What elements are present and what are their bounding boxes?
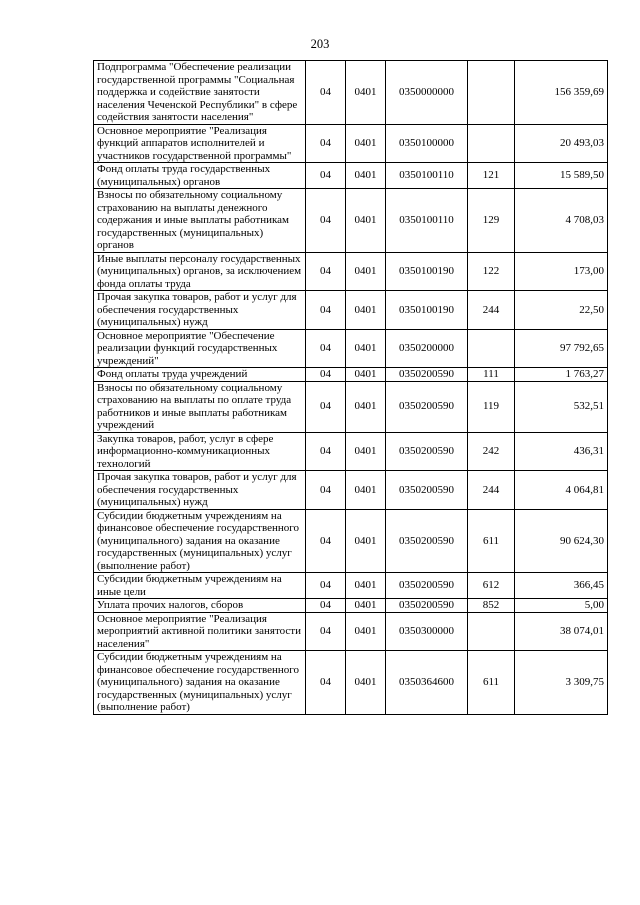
row-amount: 1 763,27 [515, 368, 608, 382]
row-section-code: 0401 [346, 509, 386, 573]
row-expense-type [468, 61, 515, 125]
row-section-code: 0401 [346, 189, 386, 253]
table-row [94, 329, 608, 368]
table-row [94, 471, 608, 510]
row-amount: 366,45 [515, 573, 608, 599]
row-name: Иные выплаты персоналу государственных (муниципальных) органов, за исключением фонда оплаты труда [94, 252, 306, 291]
row-expense-type: 611 [468, 651, 515, 715]
table-row [94, 291, 608, 330]
row-target-article: 0350000000 [386, 61, 468, 125]
row-name: Основное мероприятие "Обеспечение реализации функций государственных учреждений" [94, 329, 306, 368]
table-row [94, 651, 608, 715]
table-row [94, 612, 608, 651]
table-row [94, 432, 608, 471]
row-amount: 5,00 [515, 599, 608, 613]
row-name: Прочая закупка товаров, работ и услуг для обеспечения государственных (муниципальных) нужд [94, 471, 306, 510]
row-expense-type: 121 [468, 163, 515, 189]
row-section-code: 0401 [346, 612, 386, 651]
budget-table-body [94, 61, 608, 715]
row-amount: 90 624,30 [515, 509, 608, 573]
row-section-code: 0401 [346, 163, 386, 189]
row-expense-type: 111 [468, 368, 515, 382]
row-amount: 532,51 [515, 381, 608, 432]
row-ved-code: 04 [306, 509, 346, 573]
row-target-article: 0350200590 [386, 599, 468, 613]
row-name: Субсидии бюджетным учреждениям на иные цели [94, 573, 306, 599]
row-target-article: 0350100110 [386, 163, 468, 189]
row-section-code: 0401 [346, 291, 386, 330]
row-ved-code: 04 [306, 291, 346, 330]
row-name: Фонд оплаты труда государственных (муниципальных) органов [94, 163, 306, 189]
row-target-article: 0350100190 [386, 291, 468, 330]
row-amount: 22,50 [515, 291, 608, 330]
table-row [94, 381, 608, 432]
row-ved-code: 04 [306, 163, 346, 189]
row-section-code: 0401 [346, 651, 386, 715]
row-name: Фонд оплаты труда учреждений [94, 368, 306, 382]
table-row [94, 573, 608, 599]
table-row [94, 509, 608, 573]
row-ved-code: 04 [306, 252, 346, 291]
row-expense-type: 244 [468, 471, 515, 510]
row-target-article: 0350200590 [386, 381, 468, 432]
row-section-code: 0401 [346, 329, 386, 368]
row-ved-code: 04 [306, 599, 346, 613]
table-row [94, 124, 608, 163]
row-ved-code: 04 [306, 471, 346, 510]
row-name: Взносы по обязательному социальному страхованию на выплаты денежного содержания и иные выплаты работникам государственных (муниципальных) органов [94, 189, 306, 253]
row-ved-code: 04 [306, 61, 346, 125]
row-section-code: 0401 [346, 61, 386, 125]
row-amount: 20 493,03 [515, 124, 608, 163]
row-name: Основное мероприятие "Реализация функций аппаратов исполнителей и участников государственной программы" [94, 124, 306, 163]
row-ved-code: 04 [306, 189, 346, 253]
row-target-article: 0350364600 [386, 651, 468, 715]
table-row [94, 599, 608, 613]
row-section-code: 0401 [346, 432, 386, 471]
row-expense-type: 244 [468, 291, 515, 330]
row-ved-code: 04 [306, 612, 346, 651]
table-row [94, 189, 608, 253]
row-amount: 97 792,65 [515, 329, 608, 368]
row-amount: 173,00 [515, 252, 608, 291]
row-expense-type: 611 [468, 509, 515, 573]
row-target-article: 0350200590 [386, 471, 468, 510]
row-expense-type [468, 124, 515, 163]
row-ved-code: 04 [306, 432, 346, 471]
budget-table [93, 60, 608, 715]
row-expense-type [468, 329, 515, 368]
row-section-code: 0401 [346, 381, 386, 432]
row-ved-code: 04 [306, 124, 346, 163]
row-expense-type [468, 612, 515, 651]
row-ved-code: 04 [306, 381, 346, 432]
row-amount: 436,31 [515, 432, 608, 471]
row-section-code: 0401 [346, 368, 386, 382]
row-section-code: 0401 [346, 124, 386, 163]
row-name: Субсидии бюджетным учреждениям на финансовое обеспечение государственного (муниципального) задания на оказание государственных (муниципальных) услуг (выполнение работ) [94, 651, 306, 715]
row-target-article: 0350200000 [386, 329, 468, 368]
row-expense-type: 122 [468, 252, 515, 291]
row-amount: 4 064,81 [515, 471, 608, 510]
row-ved-code: 04 [306, 368, 346, 382]
row-target-article: 0350200590 [386, 573, 468, 599]
row-name: Уплата прочих налогов, сборов [94, 599, 306, 613]
row-amount: 156 359,69 [515, 61, 608, 125]
row-target-article: 0350200590 [386, 432, 468, 471]
table-row [94, 61, 608, 125]
row-name: Субсидии бюджетным учреждениям на финансовое обеспечение государственного (муниципального) задания на оказание государственных (муниципальных) услуг (выполнение работ) [94, 509, 306, 573]
row-expense-type: 242 [468, 432, 515, 471]
row-name: Подпрограмма "Обеспечение реализации государственной программы "Социальная поддержка и содействие занятости населения Чеченской Республики" в сфере содействия занятости населения" [94, 61, 306, 125]
table-row [94, 252, 608, 291]
row-expense-type: 129 [468, 189, 515, 253]
row-section-code: 0401 [346, 573, 386, 599]
row-ved-code: 04 [306, 651, 346, 715]
row-target-article: 0350300000 [386, 612, 468, 651]
row-section-code: 0401 [346, 471, 386, 510]
row-target-article: 0350100110 [386, 189, 468, 253]
row-name: Взносы по обязательному социальному страхованию на выплаты по оплате труда работников и иные выплаты работникам учреждений [94, 381, 306, 432]
row-amount: 3 309,75 [515, 651, 608, 715]
row-name: Закупка товаров, работ, услуг в сфере информационно-коммуникационных технологий [94, 432, 306, 471]
table-row [94, 368, 608, 382]
row-name: Основное мероприятие "Реализация мероприятий активной политики занятости населения" [94, 612, 306, 651]
row-ved-code: 04 [306, 329, 346, 368]
row-target-article: 0350100000 [386, 124, 468, 163]
row-target-article: 0350200590 [386, 509, 468, 573]
row-amount: 15 589,50 [515, 163, 608, 189]
row-amount: 38 074,01 [515, 612, 608, 651]
row-name: Прочая закупка товаров, работ и услуг для обеспечения государственных (муниципальных) нужд [94, 291, 306, 330]
page-number: 203 [310, 37, 330, 51]
row-target-article: 0350100190 [386, 252, 468, 291]
row-expense-type: 852 [468, 599, 515, 613]
row-ved-code: 04 [306, 573, 346, 599]
row-expense-type: 612 [468, 573, 515, 599]
row-expense-type: 119 [468, 381, 515, 432]
row-target-article: 0350200590 [386, 368, 468, 382]
row-amount: 4 708,03 [515, 189, 608, 253]
row-section-code: 0401 [346, 252, 386, 291]
table-row [94, 163, 608, 189]
row-section-code: 0401 [346, 599, 386, 613]
